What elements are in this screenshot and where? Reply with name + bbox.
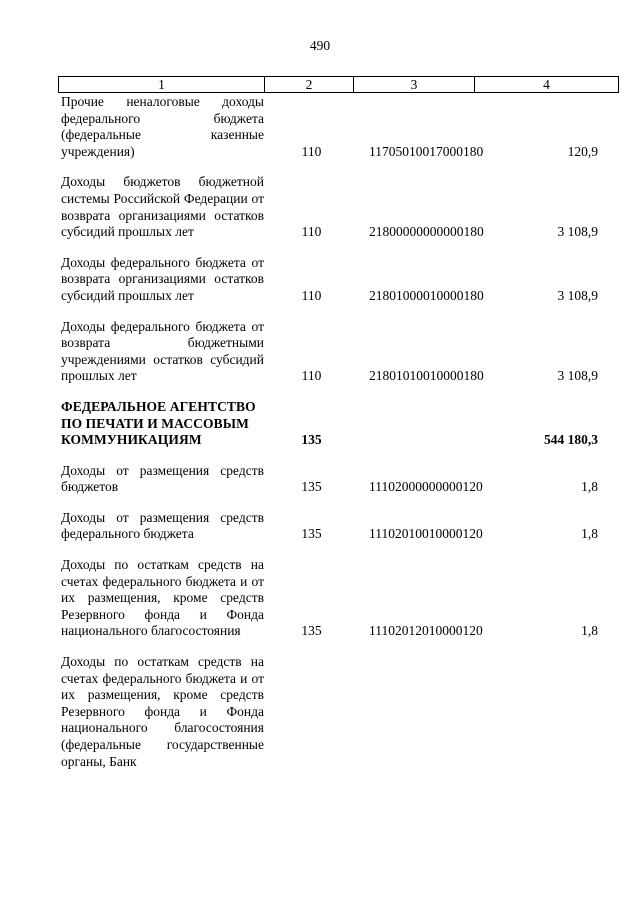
table-row — [58, 557, 618, 640]
table-row — [58, 255, 618, 305]
row-budget-code: 11102010010000120 — [369, 526, 483, 542]
row-admin-code: 110 — [301, 143, 322, 159]
column-header-1: 1 — [59, 77, 265, 93]
table-row — [58, 510, 618, 543]
row-admin-code: 110 — [301, 224, 322, 240]
row-budget-code: 21801000010000180 — [369, 287, 484, 303]
table-row — [58, 174, 618, 240]
row-budget-code: 11102000000000120 — [369, 479, 483, 495]
row-budget-code: 21801010010000180 — [369, 368, 484, 384]
row-description: Доходы федерального бюджета от возврата организациями остатков субсидий прошлых лет — [61, 254, 264, 303]
row-admin-code: 135 — [301, 526, 322, 542]
row-admin-code: 135 — [301, 479, 322, 495]
column-header-4: 4 — [475, 77, 619, 93]
column-header-3: 3 — [354, 77, 475, 93]
row-budget-code: 21800000000000180 — [369, 224, 484, 240]
row-description: Доходы федерального бюджета от возврата бюджетными учреждениями остатков субсидий прошлых лет — [61, 318, 264, 384]
row-admin-code: 110 — [301, 368, 322, 384]
row-description: Прочие неналоговые доходы федерального бюджета (федеральные казенные учреждения) — [61, 94, 264, 159]
page-number: 490 — [309, 38, 331, 53]
row-amount: 1,8 — [581, 623, 598, 639]
column-header-table — [58, 76, 619, 93]
row-description: Доходы от размещения средств федерального бюджета — [61, 509, 264, 542]
row-description: Доходы по остаткам средств на счетах федерального бюджета и от их размещения, кроме средств Резервного фонда и Фонда национального благосостояния — [61, 557, 264, 639]
table-row — [58, 654, 618, 770]
row-amount: 1,8 — [581, 526, 598, 542]
table-row — [58, 463, 618, 496]
row-amount: 120,9 — [567, 143, 598, 159]
column-header-2: 2 — [265, 77, 354, 93]
row-description: Доходы от размещения средств бюджетов — [61, 462, 264, 495]
row-admin-code: 110 — [301, 287, 322, 303]
row-amount: 1,8 — [581, 479, 598, 495]
row-description: Доходы по остаткам средств на счетах федерального бюджета и от их размещения, кроме средств Резервного фонда и Фонда национального благосостояния (федеральные государственные органы, Банк — [61, 654, 264, 769]
agency-admin-code: 135 — [301, 432, 322, 448]
agency-total-row — [58, 399, 618, 449]
row-admin-code: 135 — [301, 623, 322, 639]
agency-total-amount: 544 180,3 — [544, 432, 598, 448]
budget-table-body — [58, 94, 618, 784]
row-budget-code: 11705010017000180 — [369, 143, 484, 159]
row-budget-code: 11102012010000120 — [369, 623, 483, 639]
table-row — [58, 94, 618, 160]
row-amount: 3 108,9 — [557, 224, 598, 240]
column-header-row — [59, 77, 619, 93]
row-amount: 3 108,9 — [557, 368, 598, 384]
agency-name: ФЕДЕРАЛЬНОЕ АГЕНТСТВО ПО ПЕЧАТИ И МАССОВЫМ КОММУНИКАЦИЯМ — [61, 398, 256, 448]
row-amount: 3 108,9 — [557, 287, 598, 303]
row-description: Доходы бюджетов бюджетной системы Российской Федерации от возврата организациями остатков субсидий прошлых лет — [61, 174, 264, 240]
table-row — [58, 319, 618, 385]
